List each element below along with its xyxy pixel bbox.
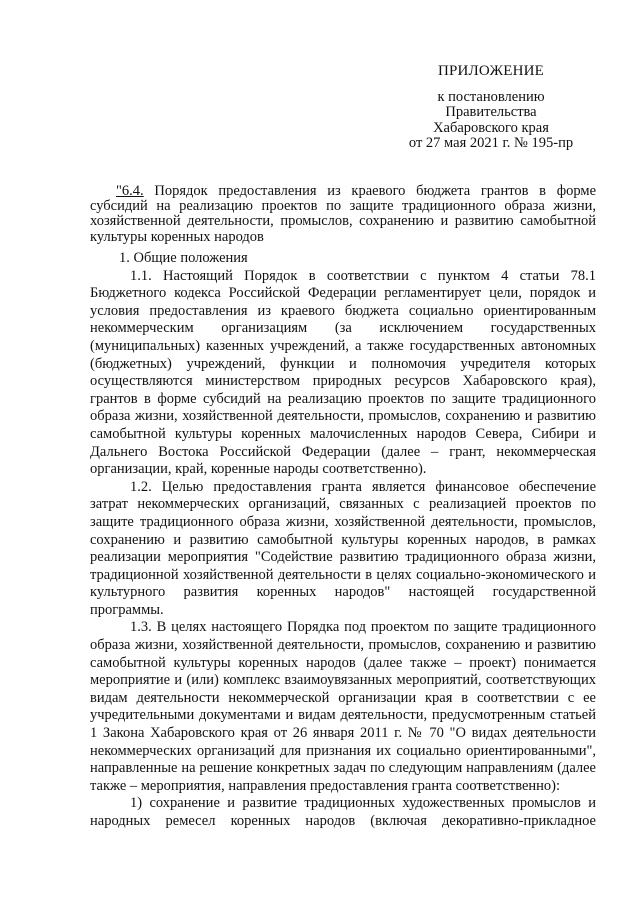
paragraph: 1.3. В целях настоящего Порядка под проектом по защите традиционного образа жизни, хозяйственной деятельности, промыслов, сохранению и развитию самобытной культуры коренных народов (далее также – проект) понимается мероприятие и (или) комплекс взаимоувязанных мероприятий, соответствующих видам деятельности некоммерческой организации края в соответствии с ее учредительными документами и видам деятельности, предусмотренным статьей 1 Закона Хабаровского края от 26 января 2011 г. № 70 "О видах деятельности некоммерческих организаций для признания их социально ориентированными", направленные на решение конкретных задач по следующим направлениям (далее также – мероприятия, направления предоставления гранта соответственно): [90, 619, 596, 794]
appendix-header [380, 64, 602, 152]
appendix-line: Хабаровского края [433, 119, 549, 136]
subheading: 1. Общие положения [119, 250, 248, 266]
section-number: "6.4. [116, 183, 144, 199]
section-title: Порядок предоставления из краевого бюджета грантов в форме субсидий на реализацию проектов по защите традиционного образа жизни, хозяйственной деятельности, промыслов, сохранению и развитию самобытной культуры коренных народов [90, 183, 597, 245]
paragraph: 1) сохранение и развитие традиционных художественных промыслов и народных ремесел коренных народов (включая декоративно-прикладное [90, 795, 596, 829]
appendix-line: Правительства [445, 104, 537, 120]
section-heading [90, 184, 596, 245]
paragraph: 1.1. Настоящий Порядок в соответствии с пунктом 4 статьи 78.1 Бюджетного кодекса Российской Федерации регламентирует цели, порядок и условия предоставления из краевого бюджета социально ориентированным некоммерческим организациям (за исключением государственных (муниципальных) казенных учреждений, а также государственных автономных (бюджетных) учреждений, функции и полномочия учредителя которых осуществляются министерством природных ресурсов Хабаровского края), грантов в форме субсидий на реализацию проектов по защите традиционного образа жизни, хозяйственной деятельности, промыслов, сохранению и развитию самобытной культуры коренных малочисленных народов Севера, Сибири и Дальнего Востока Российской Федерации (далее – грант, некоммерческая организации, край, коренные народы соответственно). [90, 267, 596, 478]
appendix-title: ПРИЛОЖЕНИЕ [437, 63, 545, 79]
appendix-line: к постановлению [437, 88, 545, 105]
appendix-line: от 27 мая 2021 г. № 195-пр [408, 135, 574, 151]
document-body [90, 250, 596, 831]
paragraph: 1.2. Целью предоставления гранта является финансовое обеспечение затрат некоммерческих организаций, связанных с реализацией проектов по защите традиционного образа жизни, хозяйственной деятельности, промыслов, сохранению и развитию самобытной культуры коренных народов, в рамках реализации мероприятия "Содействие развитию традиционного образа жизни, традиционной хозяйственной деятельности в целях социально-экономического и культурного развития коренных народов" настоящей государственной программы. [90, 478, 596, 618]
